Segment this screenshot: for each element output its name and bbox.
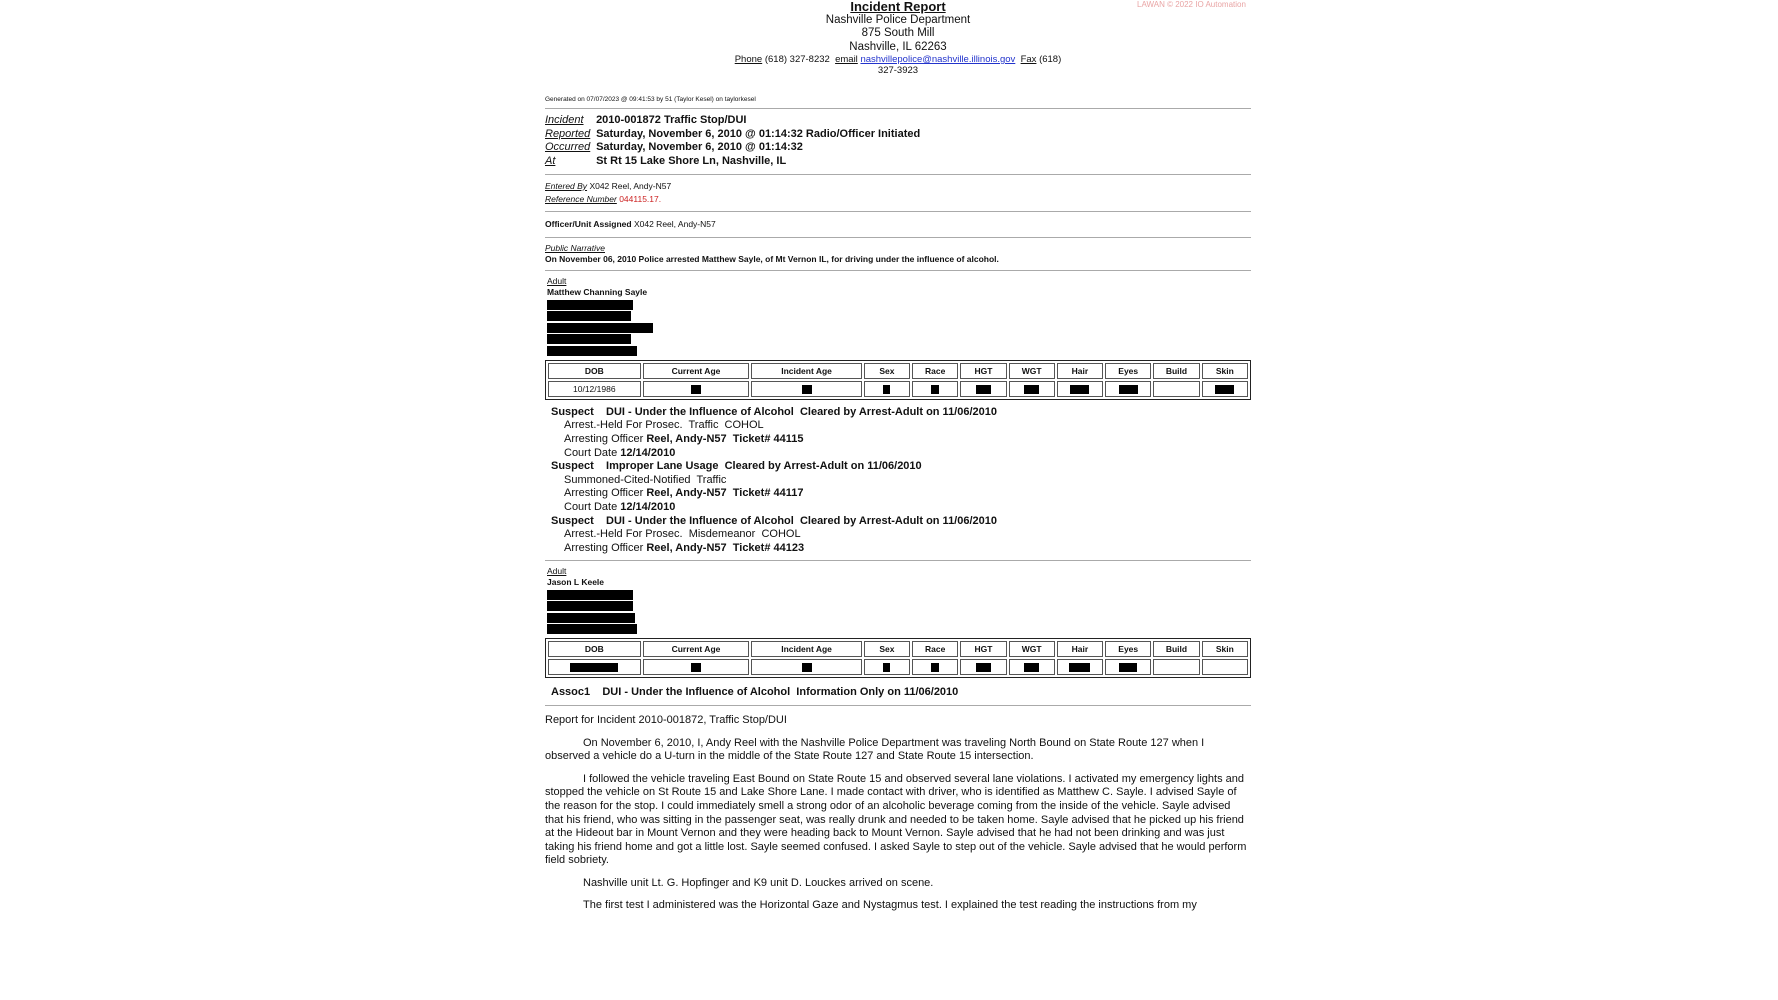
arresting-officer-value: Reel, Andy-N57 Ticket# 44117 — [646, 487, 804, 500]
table-header-row — [548, 641, 1248, 657]
charges-list — [545, 406, 1251, 556]
divider — [545, 705, 1251, 706]
empty-cell — [1153, 381, 1199, 397]
column-header: Incident Age — [751, 641, 861, 657]
redacted-cell — [548, 659, 641, 675]
department-address: 875 South Mill — [861, 27, 935, 39]
court-date-label: Court Date — [564, 446, 618, 459]
at-value: St Rt 15 Lake Shore Ln, Nashville, IL — [596, 155, 787, 168]
association-line: Assoc1 DUI - Under the Influence of Alcohol Information Only on 11/06/2010 — [551, 686, 959, 699]
reference-number-value: 044115.17. — [619, 193, 662, 204]
person-name: Matthew Channing Sayle — [547, 287, 648, 298]
redacted-cell — [1057, 659, 1103, 675]
narrative-text: On November 06, 2010 Police arrested Matthew Sayle, of Mt Vernon IL, for driving under the influence of alcohol. — [545, 253, 999, 264]
report-paragraph: The first test I administered was the Horizontal Gaze and Nystagmus test. I explained the test reading the instructions from my — [583, 899, 1197, 912]
charge-heading: Suspect Improper Lane Usage Cleared by Arrest-Adult on 11/06/2010 — [551, 460, 922, 473]
contact-line — [545, 54, 1251, 76]
report-paragraph: I followed the vehicle traveling East Bound on State Route 15 and observed several lane violations. I activated my emergency lights and stopped the vehicle on St Route 15 and Lake Shore Lane. I made contact with driver, who is identified as Matthew C. Sayle. I advised Sayle of the reason for the stop. I could immediately smell a strong odor of an alcoholic beverage coming from the inside of the vehicle. Sayle advised that his friend, who was sitting in the passenger seat, was really drunk and needed to be taken home. Sayle advised that he picked up his friend at the Hideout bar in Mount Vernon and they were heading back to Mount Vernon. Sayle advised that he had not been drinking and was just taking his friend home and got a little lost. Sayle seemed confused. I asked Sayle to step out of the vehicle. Sayle advised that he would perform field sobriety. — [545, 772, 1247, 867]
column-header: DOB — [548, 641, 641, 657]
person-name: Jason L Keele — [547, 577, 605, 588]
column-header: Current Age — [643, 363, 750, 379]
divider — [545, 237, 1251, 238]
physical-description-table — [545, 638, 1251, 678]
reference-number-label: Reference Number — [545, 193, 617, 204]
column-header: Current Age — [643, 641, 750, 657]
redacted-cell — [643, 381, 750, 397]
fax-value-cont: 327-3923 — [877, 65, 919, 76]
column-header: Build — [1153, 641, 1199, 657]
column-header: Hair — [1057, 363, 1103, 379]
redaction-bar — [547, 334, 631, 344]
redacted-cell — [1057, 381, 1103, 397]
column-header: Skin — [1202, 641, 1248, 657]
column-header: HGT — [960, 363, 1006, 379]
report-paragraph: On November 6, 2010, I, Andy Reel with the Nashville Police Department was traveling North Bound on State Route 127 when I observed a vehicle do a U-turn in the middle of the State Route 127 and State Route 15 intersection. — [545, 736, 1205, 763]
redacted-cell — [1009, 659, 1055, 675]
empty-cell — [1153, 659, 1199, 675]
redacted-cell — [864, 659, 910, 675]
column-header: Eyes — [1105, 641, 1151, 657]
arresting-officer-value: Reel, Andy-N57 Ticket# 44123 — [646, 541, 805, 554]
fax-value: (618) — [1039, 54, 1062, 65]
divider — [545, 174, 1251, 175]
redacted-cell — [1105, 381, 1151, 397]
email-label: email — [835, 54, 858, 65]
redacted-cell — [960, 381, 1006, 397]
officer-label: Officer/Unit Assigned — [545, 218, 632, 229]
report-title: Report for Incident 2010-001872, Traffic Stop/DUI — [545, 713, 787, 726]
empty-cell — [1202, 659, 1248, 675]
court-date-value: 12/14/2010 — [620, 500, 676, 513]
entered-by-label: Entered By — [545, 180, 588, 191]
narrative-label: Public Narrative — [545, 242, 605, 253]
redacted-cell — [912, 381, 958, 397]
column-header: Build — [1153, 363, 1199, 379]
public-narrative — [545, 243, 1251, 266]
divider — [545, 211, 1251, 212]
column-header: Sex — [864, 641, 910, 657]
occurred-label: Occurred — [545, 141, 591, 154]
occurred-value: Saturday, November 6, 2010 @ 01:14:32 — [596, 141, 803, 154]
redaction-bar — [547, 613, 635, 623]
column-header: HGT — [960, 641, 1006, 657]
redacted-cell — [1009, 381, 1055, 397]
column-header: DOB — [548, 363, 641, 379]
redacted-cell — [643, 659, 750, 675]
redaction-bar — [547, 601, 633, 611]
charge-heading: Suspect DUI - Under the Influence of Alcohol Cleared by Arrest-Adult on 11/06/2010 — [551, 405, 998, 418]
incident-block — [545, 114, 1251, 169]
charge-heading: Suspect DUI - Under the Influence of Alcohol Cleared by Arrest-Adult on 11/06/2010 — [551, 514, 998, 527]
department-city: Nashville, IL 62263 — [849, 40, 947, 53]
email-link[interactable]: nashvillepolice@nashville.illinois.gov — [860, 54, 1016, 65]
officer-value: X042 Reel, Andy-N57 — [633, 218, 716, 229]
association-block — [545, 686, 1251, 700]
column-header: Sex — [864, 363, 910, 379]
at-label: At — [545, 155, 556, 168]
divider — [545, 270, 1251, 271]
redacted-cell — [960, 659, 1006, 675]
table-header-row — [548, 363, 1248, 379]
reported-value: Saturday, November 6, 2010 @ 01:14:32 Radio/Officer Initiated — [596, 127, 921, 140]
phone-value: (618) 327-8232 — [764, 54, 830, 65]
court-date-value: 12/14/2010 — [620, 446, 676, 459]
column-header: Skin — [1202, 363, 1248, 379]
arresting-officer-label: Arresting Officer — [564, 541, 644, 554]
table-row — [548, 659, 1248, 675]
redacted-cell — [1105, 659, 1151, 675]
page-title: Incident Report — [850, 0, 946, 14]
column-header: Incident Age — [751, 363, 861, 379]
charge-detail: Summoned-Cited-Notified Traffic — [564, 473, 727, 486]
column-header: Race — [912, 641, 958, 657]
redaction-bar — [547, 346, 637, 356]
charge-detail: Arrest.-Held For Prosec. Traffic COHOL — [564, 419, 764, 432]
court-date-label: Court Date — [564, 500, 618, 513]
dob-cell: 10/12/1986 — [548, 381, 641, 397]
column-header: WGT — [1009, 363, 1055, 379]
redacted-cell — [864, 381, 910, 397]
table-row — [548, 381, 1248, 397]
redacted-cell — [751, 381, 861, 397]
document-page — [545, 0, 1251, 1000]
person-type: Adult — [547, 566, 567, 577]
charge-detail: Arrest.-Held For Prosec. Misdemeanor COHOL — [564, 528, 801, 541]
redacted-cell — [1202, 381, 1248, 397]
column-header: Race — [912, 363, 958, 379]
column-header: Eyes — [1105, 363, 1151, 379]
phone-label: Phone — [734, 54, 763, 65]
column-header: Hair — [1057, 641, 1103, 657]
column-header: WGT — [1009, 641, 1055, 657]
report-header — [545, 0, 1251, 76]
arresting-officer-label: Arresting Officer — [564, 487, 644, 500]
generated-line: Generated on 07/07/2023 @ 09:41:53 by 51 (Taylor Kesel) on taylorkesel — [545, 96, 756, 103]
divider — [545, 560, 1251, 561]
entry-block — [545, 180, 1251, 206]
redaction-bar — [547, 300, 633, 310]
redaction-bar — [547, 323, 653, 333]
physical-description-table — [545, 360, 1251, 400]
redacted-cell — [912, 659, 958, 675]
redacted-cell — [751, 659, 861, 675]
divider — [545, 108, 1251, 109]
arresting-officer-value: Reel, Andy-N57 Ticket# 44115 — [646, 433, 804, 445]
entered-by-value: X042 Reel, Andy-N57 — [589, 180, 672, 191]
officer-block — [545, 218, 1251, 231]
redaction-bar — [547, 590, 633, 600]
report-body — [545, 714, 1251, 913]
watermark-text: LAWAN © 2022 IO Automation — [1137, 0, 1246, 9]
department-name: Nashville Police Department — [825, 13, 971, 26]
incident-value: 2010-001872 Traffic Stop/DUI — [596, 114, 747, 126]
report-paragraph: Nashville unit Lt. G. Hopfinger and K9 unit D. Louckes arrived on scene. — [583, 876, 934, 889]
redaction-bar — [547, 624, 637, 634]
person-type: Adult — [547, 276, 567, 287]
reported-label: Reported — [545, 127, 591, 140]
fax-label: Fax — [1020, 54, 1037, 65]
person-block — [545, 276, 1251, 356]
incident-label: Incident — [545, 114, 584, 126]
person-block — [545, 566, 1251, 634]
arresting-officer-label: Arresting Officer — [564, 433, 644, 445]
redaction-bar — [547, 311, 631, 321]
